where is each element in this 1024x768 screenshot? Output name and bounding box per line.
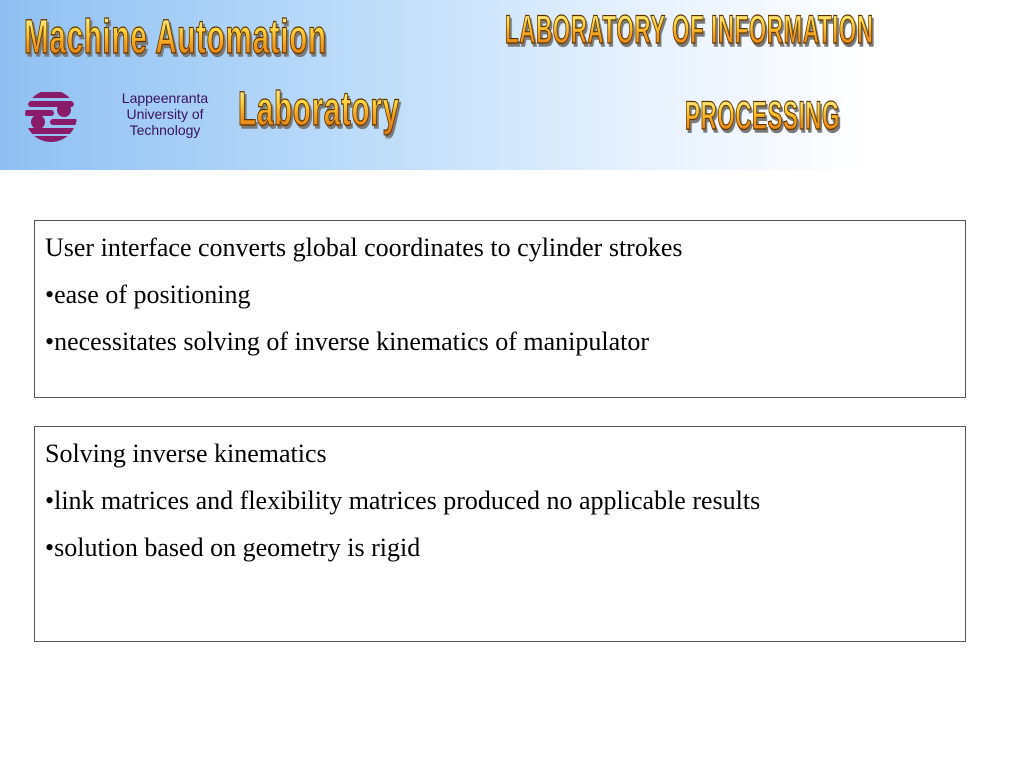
title-laboratory: Laboratory — [238, 83, 400, 136]
university-emblem-icon — [24, 88, 80, 144]
bullet-item: •solution based on geometry is rigid — [45, 533, 421, 562]
content-box-user-interface — [34, 220, 966, 398]
university-name-line3: Technology — [129, 122, 201, 138]
lab-title-line2: PROCESSING — [685, 94, 840, 138]
university-name — [80, 90, 250, 138]
bullet-item: •ease of positioning — [45, 280, 251, 309]
box-heading: Solving inverse kinematics — [45, 439, 327, 468]
content-box-inverse-kinematics — [34, 426, 966, 642]
university-logo — [24, 88, 254, 144]
box-heading: User interface converts global coordinates to cylinder strokes — [45, 233, 683, 262]
university-name-line1: Lappeenranta — [121, 90, 209, 106]
slide-header — [0, 0, 1024, 170]
university-name-line2: University of — [126, 106, 204, 122]
bullet-item: •link matrices and flexibility matrices produced no applicable results — [45, 486, 761, 515]
title-machine-automation: Machine Automation — [24, 11, 327, 64]
bullet-item: •necessitates solving of inverse kinematics of manipulator — [45, 327, 650, 356]
lab-title-line1: LABORATORY OF INFORMATION — [505, 8, 874, 52]
